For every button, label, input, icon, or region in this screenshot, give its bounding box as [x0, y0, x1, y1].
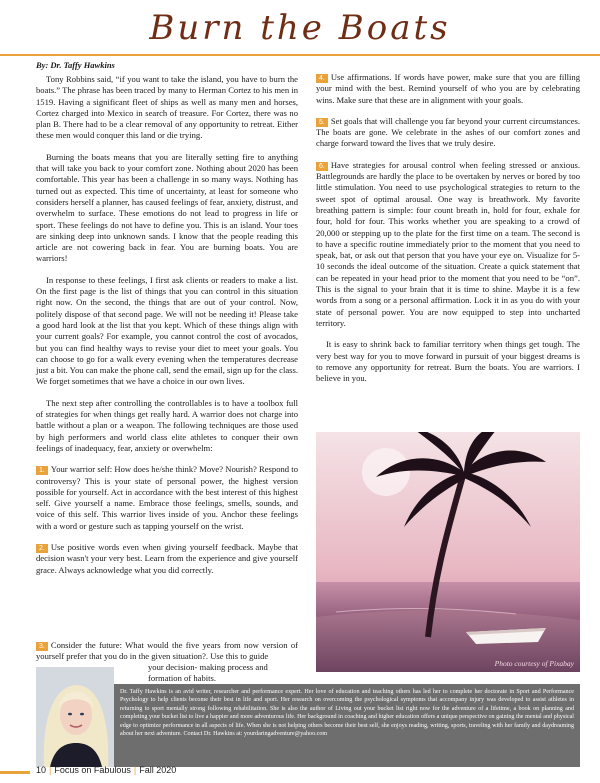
- list-item: [36, 464, 298, 532]
- footer-accent-bar: [0, 771, 30, 774]
- photo-credit: Photo courtesy of Pixabay: [494, 659, 574, 668]
- palm-tree-boat-illustration: [316, 432, 580, 672]
- magazine-name: Focus on Fabulous: [54, 765, 131, 775]
- item-text: Set goals that will challenge you far beyond your current circumstances. The boats are gone. We celebrate in the ashes of our comfort zones and charge forward toward the lives that we truly desire.: [316, 115, 580, 149]
- list-item: [316, 160, 580, 329]
- left-column: [36, 74, 298, 586]
- list-item: [36, 542, 298, 576]
- paragraph: In response to these feelings, I first ask clients or readers to make a list. On the first page is the list of things that you can control in this situation right now. On the second, the things that are out of your control. Now, politely dispose of that second page. We will not be needing it! Please take a good hard look at the list that you kept. Which of these things align with your current goals? For example, you cannot control the cost of avocados, but you can find healthy ways to revise your diet to meet your goals. You can choose to go for a walk every evening when the temperatures decrease just a bit. You can make the phone call, send the email, sign up for the class. We forget sometimes that we have a choice in our own lives.: [36, 274, 298, 387]
- item-text: Use affirmations. If words have power, make sure that you are filling your mind with the best. Remind yourself of who you are by celebrating wins. Make sure that these are in alignment with your goals.: [316, 72, 580, 105]
- item-text: Use positive words even when giving yourself feedback. Maybe that decision wasn't your very best. Learn from the experience and give yourself grace. Always acknowledge what you did correctly.: [36, 541, 298, 575]
- beach-photo: [316, 432, 580, 672]
- author-portrait: [36, 667, 114, 767]
- item-text: Have strategies for arousal control when feeling stressed or anxious. Battlegrounds are hardly the place to be overtaken by nerves or bored by too little stimulation. You need to use psychological strategies to return to the sweet spot of optimal arousal. One way is breathwork. My favorite breathing pattern is simple: four count breath in, hold for four, exhale for four, hold for four. This works whether you are speaking to a crowd of 20,000 or stepping up to the plate for the first time on a team. The second is to have a specific routine immediately prior to the moment that you need to speak, bat, or ask out that person that you have your eye on. Visualize for 5-10 seconds the ideal outcome of the situation. Create a quick statement that can be repeated in your head prior to the moment that you need to be “on”. This is the signal to your brain that it is time to shine. Maybe it is a few words from a song or a personal affirmation. Lock it in as you do with your state of personal power. You are now equipped to step into uncharted territory.: [316, 159, 580, 328]
- article-title: Burn the Boats: [149, 8, 451, 48]
- item-text: Consider the future: What would the five years from now version of yourself prefer that you do in the given situation?. Use this to guide: [36, 640, 298, 662]
- item-number: 5.: [316, 118, 328, 127]
- list-item: [316, 72, 580, 106]
- paragraph: Burning the boats means that you are literally setting fire to anything that will take you back to your comfort zone. Nothing about 2020 has been comfortable. This year has been a challenge in so many ways. Nothing has turned out as expected. This time of uncertainty, at least for someone who considers herself a planner, has caused feelings of fear, anxiety, distrust, and overwhelm to surface. These emotions do not lead to progress in life or sport. These feelings do not have to define you. This is an island. Your toes are sinking deep into unknown sands. I know that the people reading this article are not cowering back in fear. You are burning boats. You are warriors!: [36, 151, 298, 264]
- page-number: 10: [36, 765, 47, 775]
- author-bio: Dr. Taffy Hawkins is an avid writer, researcher and performance expert. Her love of education and teaching others has led her to complete her doctorate in Sport and Performance Psychology to help clients become their best in life and sport. Her research on overcoming the psychological symptoms that accompany injury was developed to assist athletes in returning to sport mentally strong following rehabilitation. She is also the author of Living out your bucket list right now for the adventure of a lifetime, a book on planning and completing your bucket list to live a happier and more adventurous life. Her background in coaching and higher education offers a unique perspective on gaining the mental and physical edge to optimize performance in all aspects of life. When she is not helping others become their best self, she enjoys reading, writing, sports, traveling with her family and daydreaming about her next adventure. Contact Dr. Hawkins at: yourdaringadventure@yahoo.com: [114, 684, 580, 767]
- item-number: 3.: [36, 642, 48, 651]
- item-number: 4.: [316, 74, 328, 83]
- title-rule: [0, 54, 600, 56]
- item-number: 1.: [36, 466, 48, 475]
- closing-paragraph: It is easy to shrink back to familiar territory when things get tough. The very best way for you to move forward in pursuit of your biggest dreams is to remove any opportunity for retreat. Burn the boats. You are warriors. I believe in you.: [316, 339, 580, 384]
- item-number: 2.: [36, 544, 48, 553]
- paragraph: Tony Robbins said, “if you want to take the island, you have to burn the boats.” The phrase has been traced by many to Herman Cortez to his men in 1519. Having a significant fleet of ships as well as many men and horses, Cortez charged into Mexico in search of treasure. For Cortez, there was no plan B. There had to be a clear removal of any opportunity to retreat. Either these men would conquer this land or die trying.: [36, 74, 298, 141]
- byline: By: Dr. Taffy Hawkins: [36, 60, 115, 70]
- item-text: Your warrior self: How does he/she think? Move? Nourish? Respond to controversy? This is your state of personal power, the highest version possible for yourself. Act in accordance with the best interest of this highest self. Give yourself a name. Embrace those feelings, smells, sounds, and voice of this self. This warrior lives inside of you. Anchor these feelings with a word or gesture such as tapping yourself on the wrist.: [36, 464, 298, 531]
- item-text-continued: your decision- making process and formation of habits.: [148, 662, 268, 684]
- masthead: [0, 0, 600, 60]
- issue-label: Fall 2020: [139, 765, 177, 775]
- author-photo: [36, 667, 114, 767]
- list-item-3: [36, 640, 298, 684]
- right-column: [316, 72, 580, 394]
- list-item: [316, 116, 580, 150]
- paragraph: The next step after controlling the controllables is to have a toolbox full of strategies for when things get really hard. A warrior does not charge into battle without a plan or a weapon. The following techniques are those used by high performers and world class elite athletes to conquer their own feelings of inadequacy, fear, anxiety or overwhelm:: [36, 397, 298, 453]
- item-number: 6.: [316, 162, 328, 171]
- page-footer: 10 | Focus on Fabulous | Fall 2020: [36, 765, 177, 775]
